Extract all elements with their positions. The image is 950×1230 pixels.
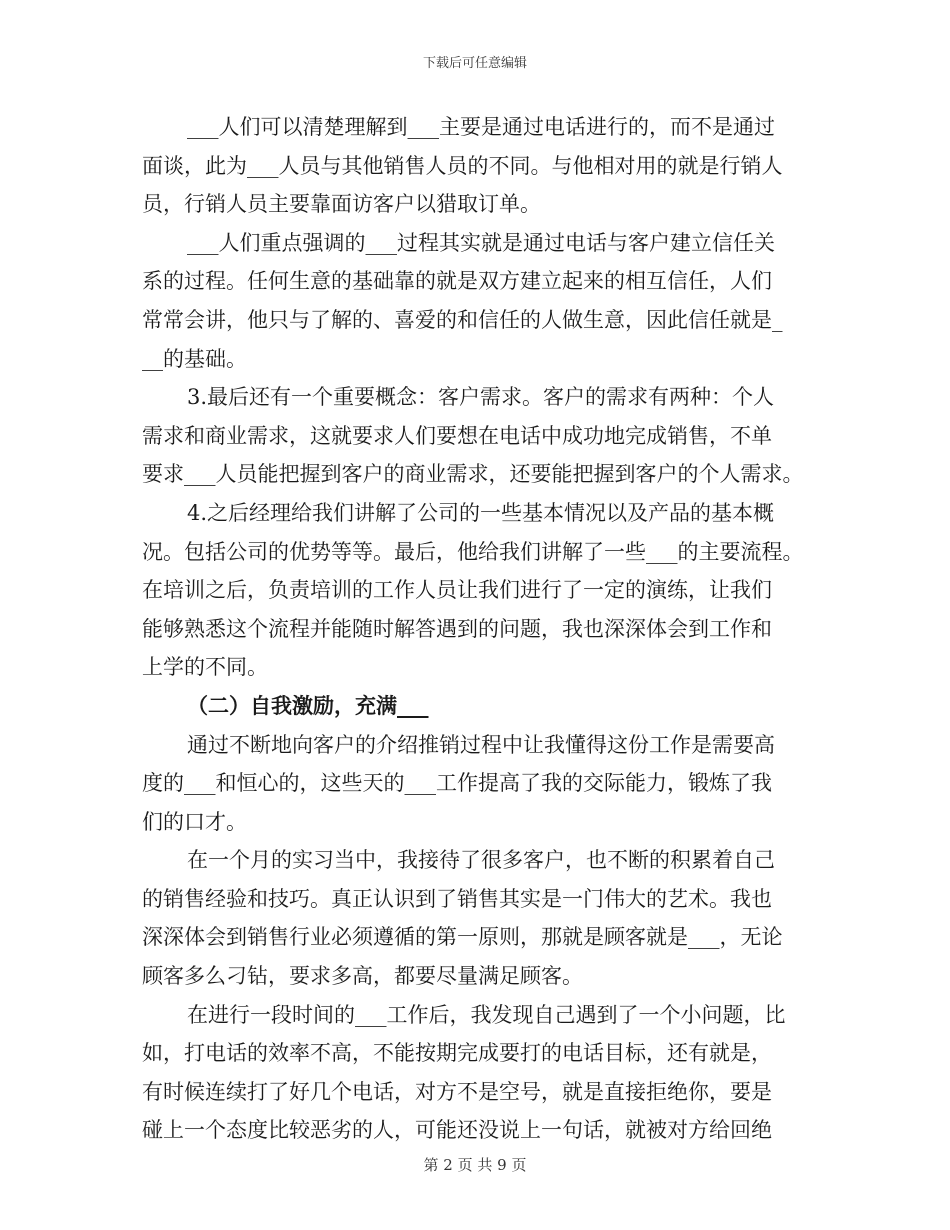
text-line: __的基础。: [142, 346, 247, 371]
page-header: 下载后可任意编辑: [422, 56, 527, 71]
text-line: 面谈，此为___人员与其他销售人员的不同。与他相对用的就是行销人: [142, 153, 783, 178]
text-line: ___人们重点强调的___过程其实就是通过电话与客户建立信任关: [187, 230, 775, 255]
text-line: 能够熟悉这个流程并能随时解答遇到的问题，我也深深体会到工作和: [142, 616, 772, 641]
text-line: 通过不断地向客户的介绍推销过程中让我懂得这份工作是需要高: [187, 732, 775, 757]
page-footer: 第 2 页 共 9 页: [423, 1156, 527, 1174]
text-line: 深深体会到销售行业必须遵循的第一原则，那就是顾客就是___，无论: [142, 925, 783, 950]
text-line: 度的___和恒心的，这些天的___工作提高了我的交际能力，锻炼了我: [142, 771, 772, 796]
text-line: 在一个月的实习当中，我接待了很多客户，也不断的积累着自己: [187, 848, 775, 873]
text-line: 上学的不同。: [142, 655, 268, 680]
text-line: 如，打电话的效率不高，不能按期完成要打的电话目标，还有就是，: [142, 1041, 772, 1066]
text-line: 的销售经验和技巧。真正认识到了销售其实是一门伟大的艺术。我也: [142, 886, 772, 911]
text-line: 常常会讲，他只与了解的、喜爱的和信任的人做生意，因此信任就是_: [142, 307, 783, 332]
text-line: 系的过程。任何生意的基础靠的就是双方建立起来的相互信任，人们: [142, 269, 772, 294]
text-line: 有时候连续打了好几个电话，对方不是空号，就是直接拒绝你，要是: [142, 1079, 772, 1104]
text-line: 4.之后经理给我们讲解了公司的一些基本情况以及产品的基本概: [187, 500, 775, 525]
document-body: [142, 108, 814, 1150]
text-line: 3.最后还有一个重要概念：客户需求。客户的需求有两种：个人: [187, 385, 775, 410]
text-line: 况。包括公司的优势等等。最后，他给我们讲解了一些___的主要流程。: [142, 539, 804, 564]
text-line: 需求和商业需求，这就要求人们要想在电话中成功地完成销售，不单: [142, 423, 772, 448]
text-line: 们的口才。: [142, 809, 247, 834]
section-heading: （二）自我激励，充满___: [187, 692, 429, 718]
text-line: 要求___人员能把握到客户的商业需求，还要能把握到客户的个人需求。: [142, 462, 804, 487]
text-line: 碰上一个态度比较恶劣的人，可能还没说上一句话，就被对方给回绝: [142, 1118, 772, 1143]
text-line: 在进行一段时间的___工作后，我发现自己遇到了一个小问题，比: [187, 1002, 786, 1027]
text-line: 顾客多么刁钻，要求多高，都要尽量满足顾客。: [142, 964, 583, 989]
text-line: ___人们可以清楚理解到___主要是通过电话进行的，而不是通过: [187, 115, 775, 139]
text-line: 员，行销人员主要靠面访客户以猎取订单。: [142, 192, 541, 217]
text-line: 在培训之后，负责培训的工作人员让我们进行了一定的演练，让我们: [142, 578, 772, 603]
